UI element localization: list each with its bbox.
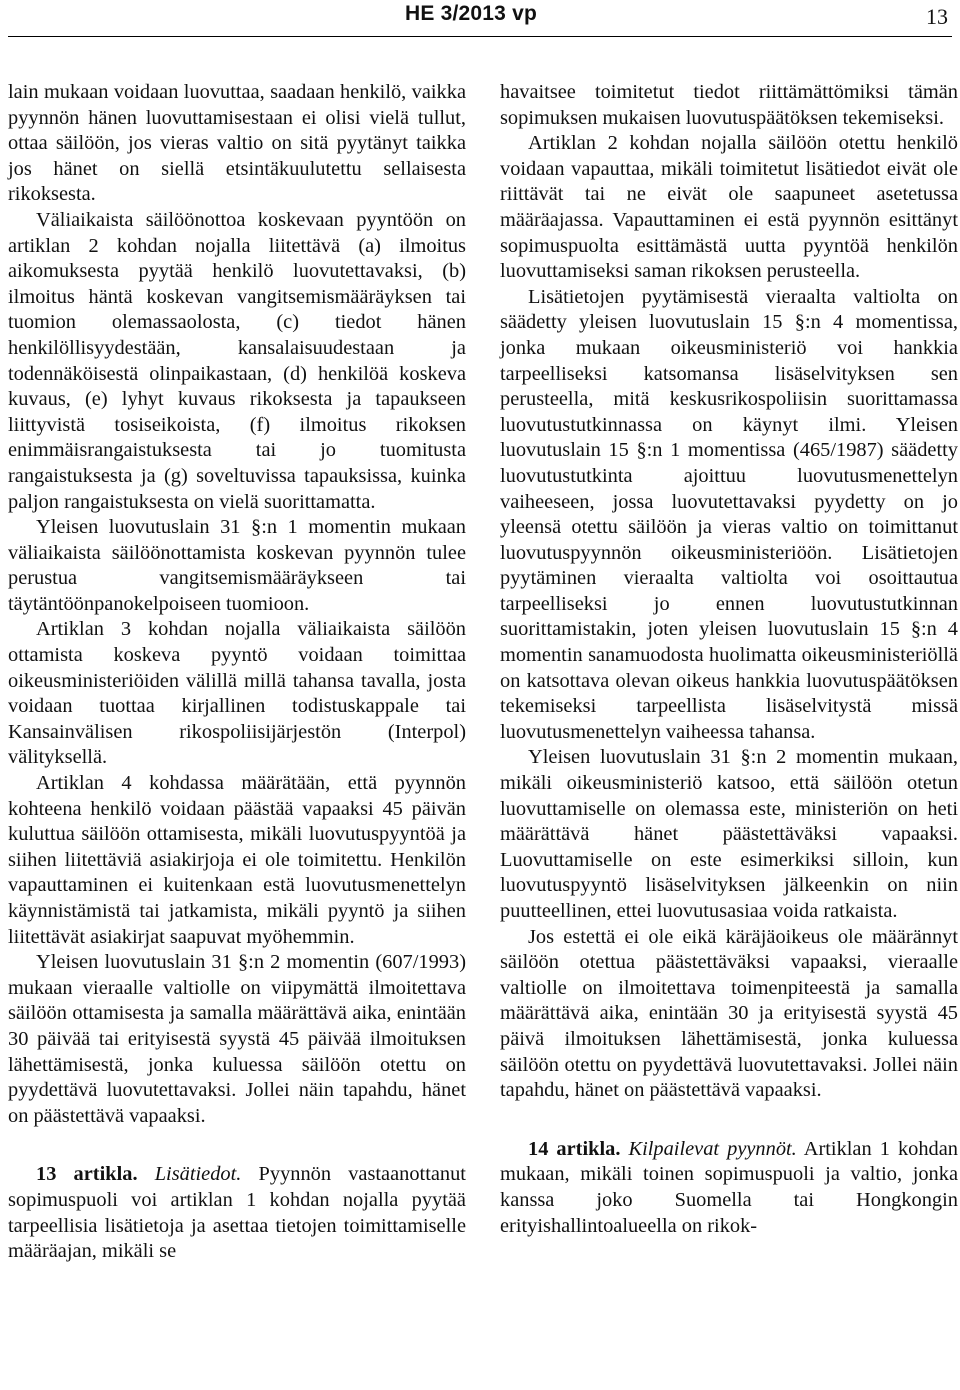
paragraph: Väliaikaista säilöönottoa koskevaan pyyntöön on artiklan 2 kohdan nojalla liitettävä (a) ilmoitus aikomuksesta pyytää henkilö luovutettavaksi, (b) ilmoitus häntä koskevan vangitsemismääräyksen tai tuomion olemassaolosta, (c) tiedot hänen henkilöllisyydestään, kansalaisuudestaan ja todennäköisestä olinpaikastaan, (d) henkilöä koskeva kuvaus, (e) lyhyt kuvaus rikoksesta ja tapaukseen liittyvistä tosiseikoista, (f) ilmoitus rikoksen enimmäisrangaistuksesta tai jo tuomitusta rangaistuksesta ja (g) soveltuvissa tapauksissa, kuinka paljon rangaistuksesta on vielä suorittamatta. bbox=[8, 208, 466, 513]
paragraph: Yleisen luovutuslain 31 §:n 2 momentin (607/1993) mukaan vieraalle valtiolle on viipymättä ilmoitettava säilöön ottamisesta ja samalla määrättävä aika, enintään 30 päivää tai erityisestä syystä 45 päivää ilmoituksen lähettämisestä, jonka kuluessa säilöön otettu on pyydettävä luovutettavaksi. Jollei näin tapahdu, hänet on päästettävä vapaaksi. bbox=[8, 951, 466, 1127]
article-14-paragraph bbox=[500, 1137, 958, 1239]
section-spacer bbox=[8, 1129, 466, 1162]
paragraph: havaitsee toimitetut tiedot riittämättömiksi tämän sopimuksen mukaisen luovutuspäätöksen tekemiseksi. bbox=[500, 81, 958, 129]
left-column bbox=[8, 80, 466, 1265]
article-number: 14 artikla. bbox=[528, 1137, 621, 1160]
paragraph: Lisätietojen pyytämisestä vieraalta valtiolta on säädetty yleisen luovutuslain 15 §:n 4 momentissa, jonka mukaan oikeusministeriö voi hankkia tarpeelliseksi katsomansa lisäselvityksen sen perusteella, mitä keskusrikospoliisin suorittamassa luovutustutkinnassa on käynyt ilmi. Yleisen luovutuslain 15 §:n 1 momentissa (465/1987) säädetty luovutustutkinta ajoittuu luovutusmenettelyn vaiheeseen, jossa luovutettavaksi pyydetty on jo yleensä otettu säilöön ja vieras valtio on toimittanut luovutuspyynnön oikeusministeriöön. Lisätietojen pyytäminen vieraalta valtiolta voi osoittautua tarpeelliseksi jo ennen luovutustutkinnan suorittamistakin, joten yleisen luovutuslain 15 §:n 4 momentin sanamuodosta huolimatta oikeusministeriöllä on katsottava olevan oikeus hankkia luovutuspäätöksen tekemiseksi tarpeellista lisäselvitystä missä luovutusmenettelyn vaiheessa tahansa. bbox=[500, 285, 958, 743]
page-number: 13 bbox=[926, 4, 948, 29]
paragraph: Artiklan 3 kohdan nojalla väliaikaista säilöön ottamista koskeva pyyntö voidaan toimittaa oikeusministeriöiden välillä millä tahansa tavalla, josta voidaan tuottaa kirjallinen todistuskappale tai Kansainvälisen rikospoliisijärjestön (Interpol) välityksellä. bbox=[8, 618, 466, 769]
paragraph: Yleisen luovutuslain 31 §:n 1 momentin mukaan väliaikaista säilöönottamista koskevan pyynnön tulee perustua vangitsemismääräykseen tai täytäntöönpanokelpoiseen tuomioon. bbox=[8, 516, 466, 615]
article-13-paragraph bbox=[8, 1162, 466, 1264]
page-header bbox=[0, 0, 960, 36]
article-title: Lisätiedot. bbox=[154, 1163, 242, 1186]
right-column bbox=[500, 80, 958, 1239]
paragraph: Yleisen luovutuslain 31 §:n 2 momentin mukaan, mikäli oikeusministeriö katsoo, että säilöön otetun luovuttamiselle on olemassa este, ministeriön on heti määrättävä hänet päästettäväksi vapaaksi. Luovuttamiselle on este esimerkiksi silloin, kun luovutuspyyntö lisäselvityksen jälkeenkin on niin puutteellinen, ettei luovutusasiaa voida ratkaista. bbox=[500, 746, 958, 922]
article-text: Pyynnön vastaanottanut sopimuspuoli voi artiklan 1 kohdan nojalla pyytää tarpeellisia lisätietoja ja asettaa tietojen toimittamiselle määräajan, mikäli se bbox=[8, 1163, 466, 1263]
article-title: Kilpailevat pyynnöt. bbox=[628, 1137, 797, 1160]
paragraph: Artiklan 2 kohdan nojalla säilöön otettu henkilö voidaan vapauttaa, mikäli toimitetut lisätiedot eivät ole riittävät tai ne eivät ole saapuneet asetetussa määräajassa. Vapauttaminen ei estä pyynnön esittänyt sopimuspuolta esittämästä uutta pyyntöä henkilön luovuttamiseksi saman rikoksen perusteella. bbox=[500, 132, 958, 283]
article-number: 13 artikla. bbox=[36, 1163, 138, 1186]
paragraph: Jos estettä ei ole eikä käräjäoikeus ole määrännyt säilöön otettua päästettäväksi vapaaksi, vieraalle valtiolle on ilmoitettava toimenpiteestä ja samalla määrättävä aika, enintään 30 ja erityisestä syystä 45 päivä ilmoituksen lähettämisestä, jonka kuluessa säilöön otettu on pyydettävä luovutettavaksi. Jollei näin tapahdu, hänet on päästettävä vapaaksi. bbox=[500, 925, 958, 1102]
header-rule bbox=[8, 36, 952, 37]
article-text: Artiklan 1 kohdan mukaan, mikäli toinen sopimuspuoli ja valtio, jonka kanssa joko Suomella tai Hongkongin erityishallintoalueella on rikok- bbox=[500, 1137, 958, 1237]
section-spacer bbox=[500, 1104, 958, 1137]
document-id: HE 3/2013 vp bbox=[405, 2, 537, 25]
paragraph: lain mukaan voidaan luovuttaa, saadaan henkilö, vaikka pyynnön hänen luovuttamisestaan ei olisi vielä tullut, ottaa säilöön, jos vieras valtio on sitä pyytänyt taikka jos hänet on siellä etsintäkuulutettu sellaisesta rikoksesta. bbox=[8, 81, 466, 206]
paragraph: Artiklan 4 kohdassa määrätään, että pyynnön kohteena henkilö voidaan päästää vapaaksi 45 päivän kuluttua säilöön ottamisesta, mikäli luovutuspyyntöä ja siihen liitettäviä asiakirjoja ei ole toimitettu. Henkilön vapauttaminen ei kuitenkaan estä luovutusmenettelyn käynnistämistä tai jatkamista, mikäli pyyntö ja siihen liitettävät asiakirjat saapuvat myöhemmin. bbox=[8, 772, 466, 948]
